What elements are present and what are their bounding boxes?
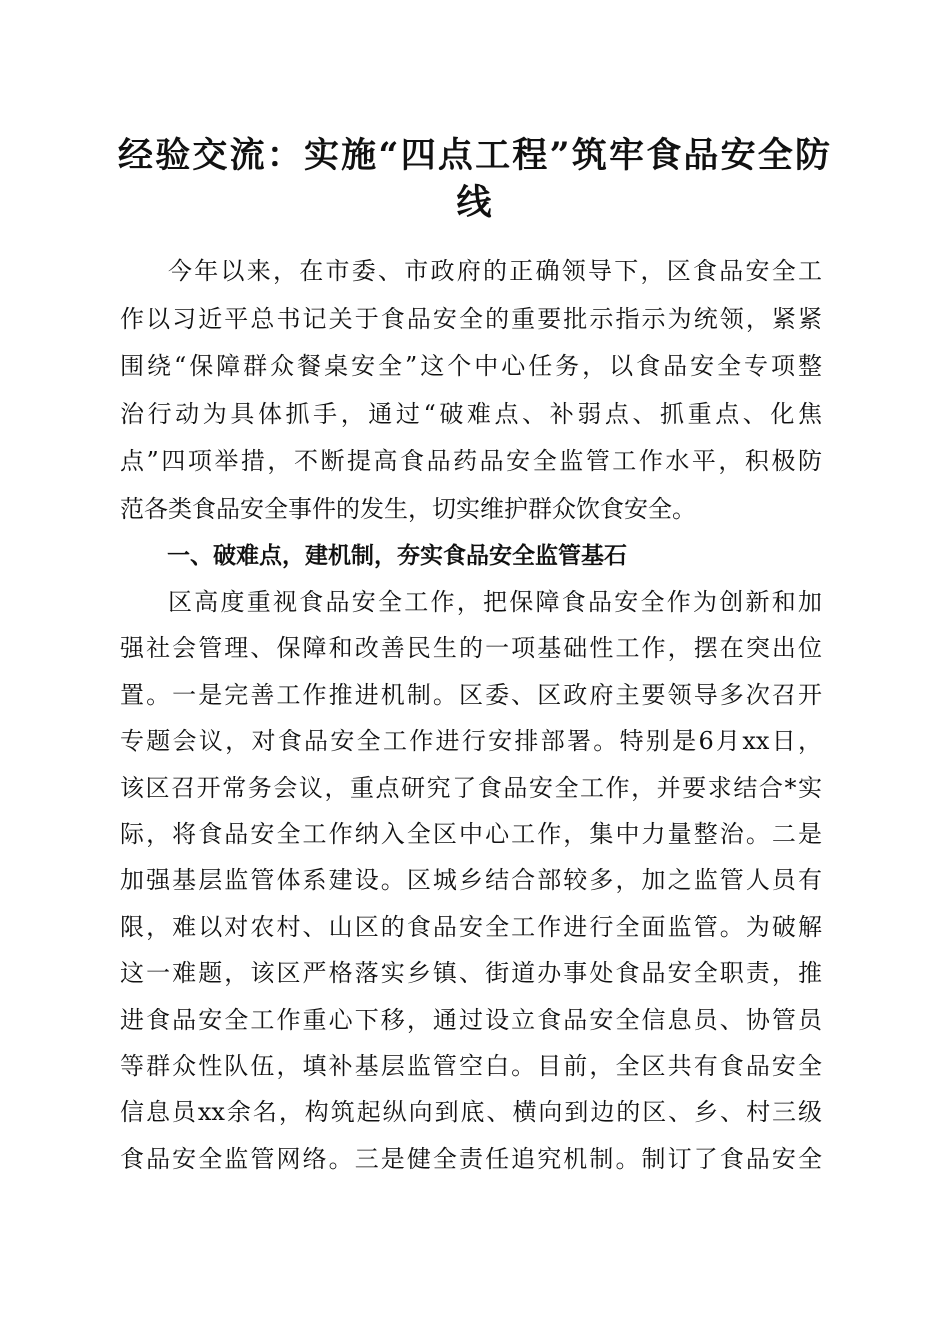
text-line: 点”四项举措，不断提高食品药品安全监管工作水平，积极防 <box>120 447 822 475</box>
text-line: 专题会议，对食品安全工作进行安排部署。特别是6月xx日， <box>120 727 822 756</box>
text-line: 际，将食品安全工作纳入全区中心工作，集中力量整治。二是 <box>120 819 822 848</box>
text-line: 范各类食品安全事件的发生，切实维护群众饮食安全。 <box>120 494 696 523</box>
text-line: 区高度重视食品安全工作，把保障食品安全作为创新和加 <box>168 588 822 616</box>
paragraph-intro <box>120 248 822 533</box>
text-line: 治行动为具体抓手，通过“破难点、补弱点、抓重点、化焦 <box>120 399 822 428</box>
text-line: 这一难题，该区严格落实乡镇、街道办事处食品安全职责，推 <box>120 959 822 988</box>
text-line: 信息员xx余名，构筑起纵向到底、横向到边的区、乡、村三级 <box>120 1098 822 1127</box>
text-line: 进食品安全工作重心下移，通过设立食品安全信息员、协管员 <box>120 1005 822 1034</box>
section-heading: 一、破难点，建机制，夯实食品安全监管基石 <box>167 543 627 569</box>
paragraph-section-1 <box>120 579 822 1182</box>
text-line: 作以习近平总书记关于食品安全的重要批示指示为统领，紧紧 <box>120 304 822 333</box>
text-line: 加强基层监管体系建设。区城乡结合部较多，加之监管人员有 <box>120 866 822 895</box>
title-line: 线 <box>456 182 492 223</box>
text-line: 等群众性队伍，填补基层监管空白。目前，全区共有食品安全 <box>120 1051 822 1080</box>
text-line: 该区召开常务会议，重点研究了食品安全工作，并要求结合*实 <box>120 773 822 802</box>
text-line: 今年以来，在市委、市政府的正确领导下，区食品安全工 <box>168 257 822 285</box>
text-line: 强社会管理、保障和改善民生的一项基础性工作，摆在突出位 <box>120 634 822 663</box>
title-line: 经验交流：实施“四点工程”筑牢食品安全防 <box>118 135 830 176</box>
text-line: 围绕“保障群众餐桌安全”这个中心任务，以食品安全专项整 <box>120 352 822 380</box>
text-line: 食品安全监管网络。三是健全责任追究机制。制订了食品安全 <box>120 1144 822 1173</box>
text-line: 置。一是完善工作推进机制。区委、区政府主要领导多次召开 <box>120 680 822 709</box>
document-title <box>118 132 830 226</box>
text-line: 限，难以对农村、山区的食品安全工作进行全面监管。为破解 <box>120 912 822 941</box>
document-body <box>120 248 822 1182</box>
